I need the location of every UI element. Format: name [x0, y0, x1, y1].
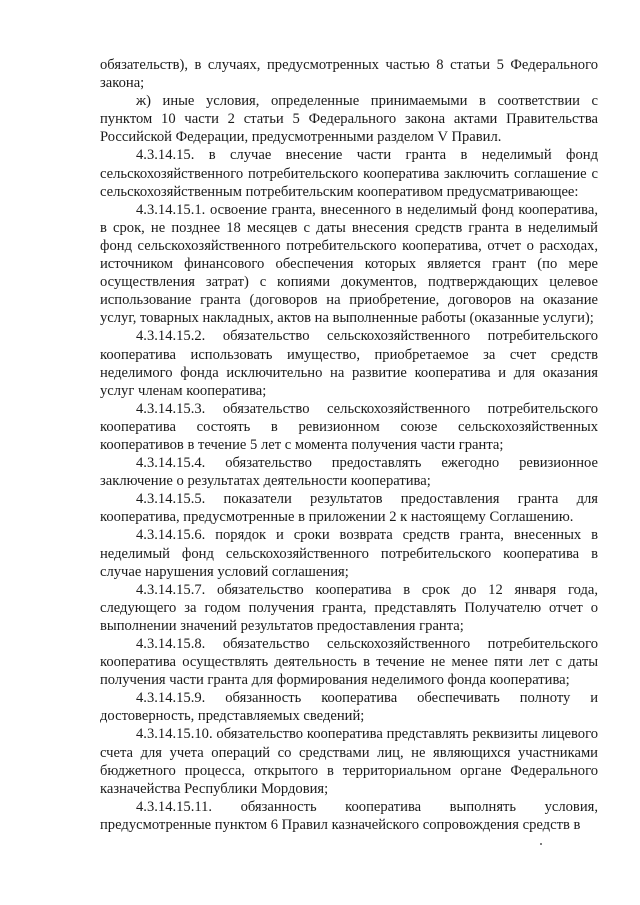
paragraph-4-3-14-15-4: 4.3.14.15.4. обязательство предоставлять ежегодно ревизионное заключение о результатах деятельности кооператива;: [100, 455, 598, 490]
scan-artifact: [540, 843, 542, 845]
paragraph-4-3-14-15-3: 4.3.14.15.3. обязательство сельскохозяйственного потребительского кооператива состоять в ревизионном союзе сельскохозяйственных кооперативов в течение 5 лет с момента получения части гранта;: [100, 400, 598, 453]
paragraph-4-3-14-15-11: 4.3.14.15.11. обязанность кооператива выполнять условия, предусмотренные пунктом 6 Правил казначейского сопровождения средств в: [100, 798, 598, 833]
paragraph-4-3-14-15-6: 4.3.14.15.6. порядок и сроки возврата средств гранта, внесенных в неделимый фонд сельскохозяйственного потребительского кооператива в случае нарушения условий соглашения;: [100, 527, 598, 580]
paragraph-4-3-14-15-8: 4.3.14.15.8. обязательство сельскохозяйственного потребительского кооператива осуществлять деятельность в течение не менее пяти лет с даты получения части гранта для формирования неделимого фонда кооператива;: [100, 636, 598, 689]
paragraph-4-3-14-15-9: 4.3.14.15.9. обязанность кооператива обеспечивать полноту и достоверность, представляемых сведений;: [100, 690, 598, 725]
paragraph-item-zh: ж) иные условия, определенные принимаемыми в соответствии с пунктом 10 части 2 статьи 5 Федерального закона актами Правительства Российской Федерации, предусмотренными разделом V Правил.: [100, 93, 598, 146]
paragraph-continuation: обязательств), в случаях, предусмотренных частью 8 статьи 5 Федерального закона;: [100, 57, 598, 92]
paragraph-4-3-14-15-2: 4.3.14.15.2. обязательство сельскохозяйственного потребительского кооператива использовать имущество, приобретаемое за счет средств неделимого фонда исключительно на развитие кооператива и для оказания услуг членам кооператива;: [100, 328, 598, 399]
paragraph-4-3-14-15-10: 4.3.14.15.10. обязательство кооператива представлять реквизиты лицевого счета для учета операций со средствами лиц, не являющихся участниками бюджетного процесса, открытого в территориальном органе Федерального казначейства Республики Мордовия;: [100, 726, 598, 797]
paragraph-4-3-14-15-5: 4.3.14.15.5. показатели результатов предоставления гранта для кооператива, предусмотренные в приложении 2 к настоящему Соглашению.: [100, 491, 598, 526]
paragraph-4-3-14-15: 4.3.14.15. в случае внесение части гранта в неделимый фонд сельскохозяйственного потребительского кооператива заключить соглашение с сельскохозяйственным потребительским кооперативом предусматривающее:: [100, 147, 598, 200]
paragraph-4-3-14-15-7: 4.3.14.15.7. обязательство кооператива в срок до 12 января года, следующего за годом получения гранта, представлять Получателю отчет о выполнении значений результатов предоставления гранта;: [100, 581, 598, 634]
paragraph-4-3-14-15-1: 4.3.14.15.1. освоение гранта, внесенного в неделимый фонд кооператива, в срок, не позднее 18 месяцев с даты внесения средств гранта в неделимый фонд сельскохозяйственного потребительского кооператива, отчет о расходах, источником финансового обеспечения которых является грант (по мере осуществления затрат) с копиями документов, подтверждающих целевое использование гранта (договоров на приобретение, договоров на оказание услуг, товарных накладных, актов на выполненные работы (оказанные услуги);: [100, 201, 598, 327]
